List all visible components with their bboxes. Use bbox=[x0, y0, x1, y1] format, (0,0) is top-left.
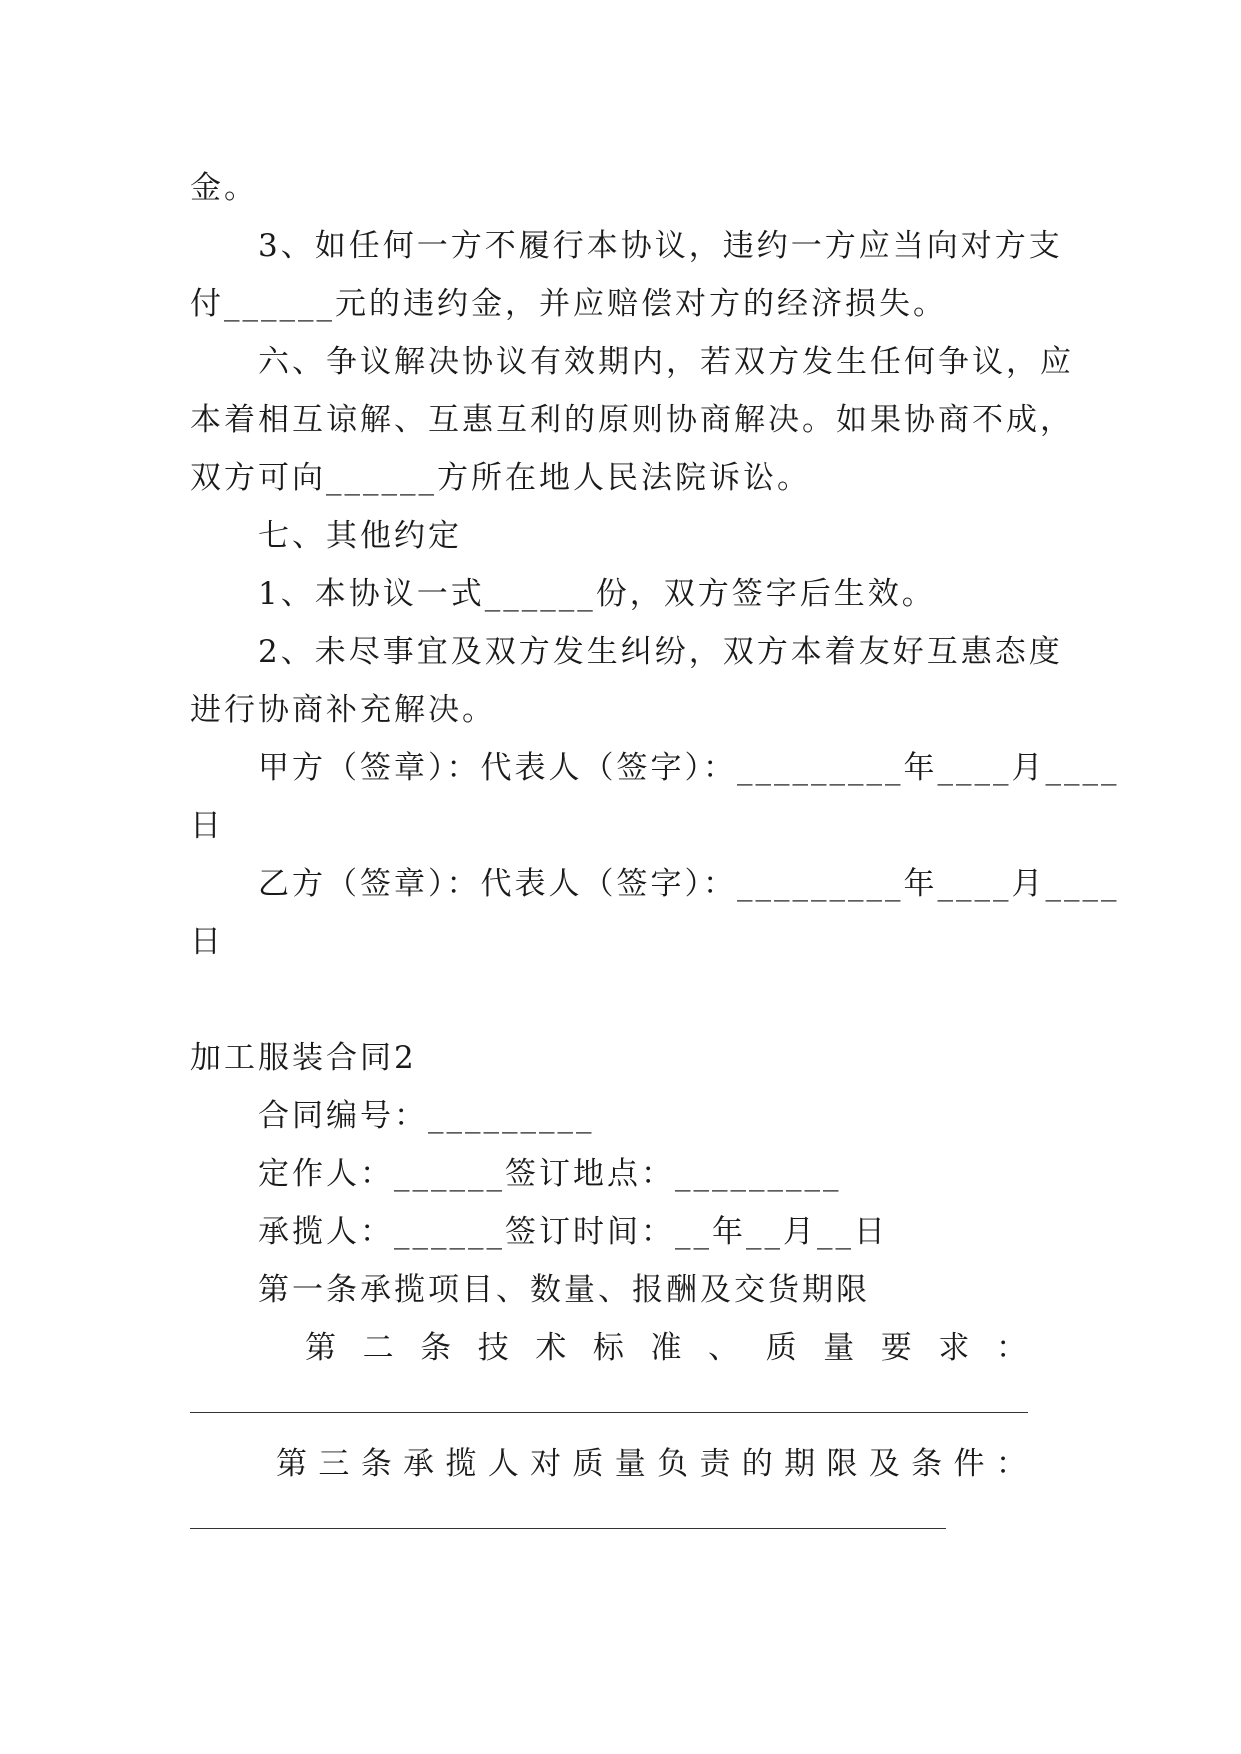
heading-char: 对 bbox=[530, 1446, 562, 1482]
text-line: 日 bbox=[190, 808, 224, 844]
text-line: 金。 bbox=[190, 170, 258, 206]
contract-number-line: 合同编号：_________ bbox=[258, 1098, 595, 1134]
section-heading: 七、其他约定 bbox=[258, 518, 462, 554]
heading-char: 二 bbox=[362, 1330, 394, 1366]
article-1-heading: 第一条承揽项目、数量、报酬及交货期限 bbox=[258, 1272, 870, 1308]
article-3-heading bbox=[276, 1444, 1027, 1484]
heading-char: ： bbox=[995, 1330, 1027, 1366]
heading-char: 量 bbox=[614, 1446, 646, 1482]
heading-char: 的 bbox=[741, 1446, 773, 1482]
heading-char: 要 bbox=[880, 1330, 912, 1366]
heading-char: 、 bbox=[708, 1330, 740, 1366]
heading-char: 责 bbox=[699, 1446, 731, 1482]
heading-char: 标 bbox=[592, 1330, 624, 1366]
heading-char: 限 bbox=[826, 1446, 858, 1482]
heading-char: 量 bbox=[823, 1330, 855, 1366]
text-line: 进行协商补充解决。 bbox=[190, 692, 496, 728]
signature-line-party-b: 乙方（签章）：代表人（签字）：_________年____月____ bbox=[258, 866, 1120, 902]
heading-char: 人 bbox=[487, 1446, 519, 1482]
heading-char: 准 bbox=[650, 1330, 682, 1366]
text-line: 3、如任何一方不履行本协议，违约一方应当向对方支 bbox=[258, 228, 1063, 264]
text-line: 本着相互谅解、互惠互利的原则协商解决。如果协商不成， bbox=[190, 402, 1074, 438]
text-line: 2、未尽事宜及双方发生纠纷，双方本着友好互惠态度 bbox=[258, 634, 1063, 670]
text-line: 日 bbox=[190, 924, 224, 960]
heading-char: 承 bbox=[403, 1446, 435, 1482]
contract-title: 加工服装合同2 bbox=[190, 1040, 417, 1076]
heading-char: 质 bbox=[572, 1446, 604, 1482]
fill-in-rule bbox=[190, 1528, 946, 1529]
text-line: 付______元的违约金，并应赔偿对方的经济损失。 bbox=[190, 286, 947, 322]
heading-char: 第 bbox=[305, 1330, 336, 1366]
heading-char: 条 bbox=[911, 1446, 943, 1482]
heading-char: 期 bbox=[784, 1446, 816, 1482]
heading-char: 三 bbox=[318, 1446, 350, 1482]
heading-char: 求 bbox=[938, 1330, 970, 1366]
heading-char: 术 bbox=[535, 1330, 567, 1366]
heading-char: ： bbox=[995, 1446, 1027, 1482]
heading-char: 件 bbox=[953, 1446, 985, 1482]
heading-char: 揽 bbox=[445, 1446, 477, 1482]
heading-char: 条 bbox=[360, 1446, 392, 1482]
signature-line-party-a: 甲方（签章）：代表人（签字）：_________年____月____ bbox=[258, 750, 1120, 786]
heading-char: 技 bbox=[477, 1330, 509, 1366]
heading-char: 第 bbox=[276, 1446, 307, 1482]
text-line: 双方可向______方所在地人民法院诉讼。 bbox=[190, 460, 811, 496]
fill-in-rule bbox=[190, 1412, 1028, 1413]
text-line: 六、争议解决协议有效期内，若双方发生任何争议，应 bbox=[258, 344, 1074, 380]
orderer-line: 定作人：______签订地点：_________ bbox=[258, 1156, 842, 1192]
article-2-heading bbox=[305, 1328, 1027, 1368]
heading-char: 质 bbox=[765, 1330, 797, 1366]
heading-char: 及 bbox=[868, 1446, 900, 1482]
heading-char: 条 bbox=[420, 1330, 452, 1366]
text-line: 1、本协议一式______份，双方签字后生效。 bbox=[258, 576, 936, 612]
contractor-line: 承揽人：______签订时间：__年__月__日 bbox=[258, 1214, 888, 1250]
heading-char: 负 bbox=[657, 1446, 689, 1482]
